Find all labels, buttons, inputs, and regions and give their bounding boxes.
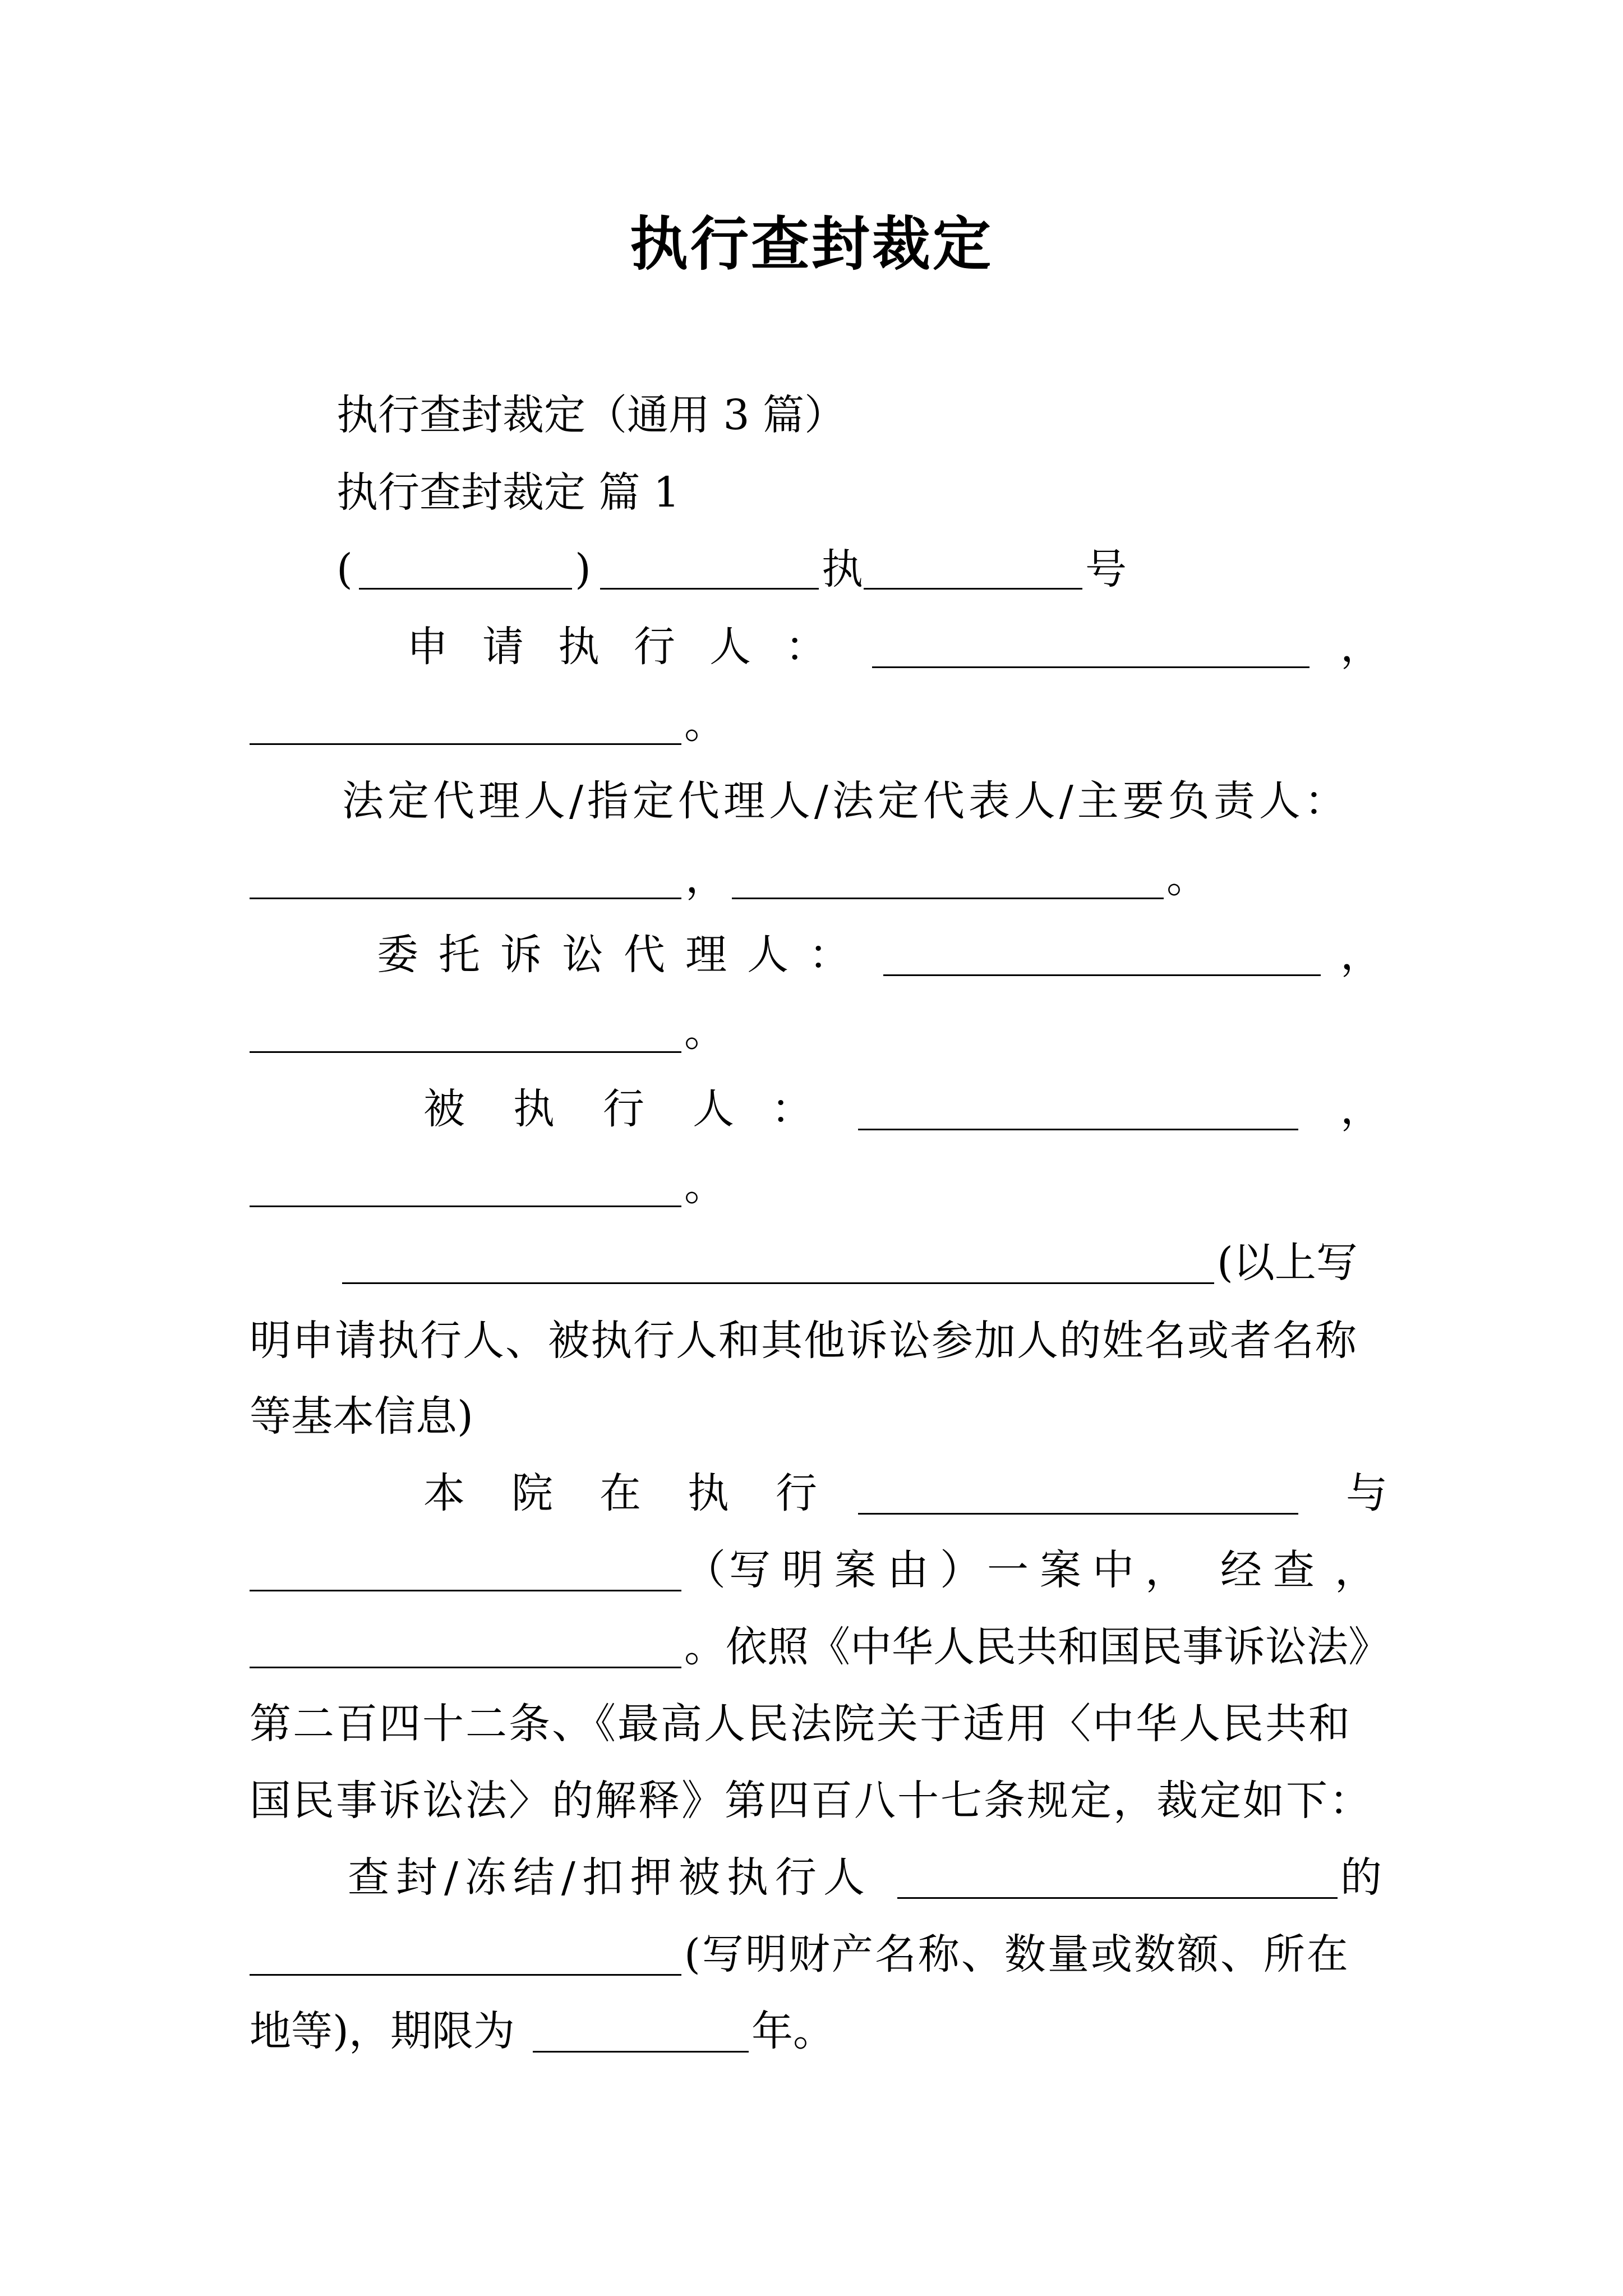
respondent-name-blank bbox=[858, 1129, 1298, 1130]
legal-rep-comma: ， bbox=[685, 854, 727, 902]
case-hao: 号 bbox=[1085, 545, 1127, 593]
respondent-period: 。 bbox=[684, 1162, 726, 1210]
parties-blank bbox=[342, 1282, 1214, 1284]
agent-period: 。 bbox=[684, 1007, 726, 1056]
applicant-label-1: 请 bbox=[482, 623, 524, 671]
agent-comma: ， bbox=[1340, 931, 1382, 979]
document-title: 执行查封裁定 bbox=[629, 209, 993, 278]
respondent-label-0: 被 bbox=[423, 1085, 465, 1133]
agent-label-3: 讼 bbox=[562, 931, 603, 979]
body-line2-char-7: 案 bbox=[1040, 1546, 1081, 1594]
body-party-a-blank bbox=[858, 1513, 1298, 1515]
applicant-label-3: 行 bbox=[634, 623, 675, 671]
info-note-line3: 等基本信息) bbox=[250, 1392, 473, 1441]
applicant-label-0: 申 bbox=[407, 623, 448, 671]
applicant-label-5: ： bbox=[785, 623, 827, 671]
agent-label-2: 诉 bbox=[500, 931, 542, 979]
ruling-line2-tail: (写明财产名称、数量或数额、所在 bbox=[684, 1930, 1350, 1978]
respondent-label-1: 执 bbox=[513, 1085, 555, 1133]
body-line2-char-0: （ bbox=[684, 1546, 726, 1594]
ruling-line1-head: 查封/冻结/扣押被执行人 bbox=[348, 1853, 872, 1902]
applicant-name-blank bbox=[872, 666, 1310, 668]
body-line2-char-11: 查 bbox=[1273, 1546, 1315, 1594]
agent-label-1: 托 bbox=[439, 931, 480, 979]
body-party-b-blank bbox=[250, 1590, 681, 1591]
info-note-line1: (以上写 bbox=[1217, 1239, 1358, 1287]
applicant-period: 。 bbox=[684, 700, 726, 748]
agent-name-blank bbox=[883, 974, 1321, 976]
case-zhi: 执 bbox=[822, 545, 863, 593]
body-line5: 国民事诉讼法〉的解释》第四百八十七条规定，裁定如下： bbox=[250, 1777, 1372, 1825]
ruling-respondent-blank bbox=[897, 1897, 1338, 1899]
case-year-blank bbox=[359, 588, 572, 590]
agent-label-4: 代 bbox=[624, 931, 665, 979]
body-line1-char-3: 执 bbox=[688, 1469, 729, 1517]
section-heading: 执行查封裁定 篇 1 bbox=[336, 468, 680, 517]
body-line1-char-4: 行 bbox=[776, 1469, 817, 1517]
body-line2-char-4: 由 bbox=[887, 1546, 929, 1594]
case-close-paren: ) bbox=[575, 545, 591, 593]
legal-rep-label: 法定代理人/指定代理人/法定代表人/主要负责人： bbox=[342, 777, 1350, 825]
legal-rep-info-blank bbox=[732, 898, 1164, 899]
agent-label-7: ： bbox=[809, 931, 850, 979]
body-line2-char-9: ， bbox=[1145, 1546, 1187, 1594]
agent-info-blank bbox=[250, 1051, 681, 1053]
body-line2-char-10: 经 bbox=[1220, 1546, 1262, 1594]
agent-label-5: 理 bbox=[685, 931, 727, 979]
body-facts-blank bbox=[250, 1667, 681, 1668]
case-number-blank bbox=[864, 588, 1082, 590]
body-line3-tail: 。依照《中华人民共和国民事诉讼法》 bbox=[684, 1623, 1390, 1671]
ruling-line1-tail: 的 bbox=[1340, 1853, 1382, 1902]
body-line1-char-2: 在 bbox=[600, 1469, 641, 1517]
applicant-comma: ， bbox=[1340, 623, 1382, 671]
body-line2-char-8: 中 bbox=[1092, 1546, 1134, 1594]
agent-label-6: 人 bbox=[747, 931, 789, 979]
respondent-label-3: 人 bbox=[693, 1085, 734, 1133]
body-line2-char-12: ， bbox=[1335, 1546, 1376, 1594]
respondent-comma: ， bbox=[1340, 1085, 1382, 1133]
body-line2-char-6: 一 bbox=[987, 1546, 1029, 1594]
info-note-line2: 明申请执行人、被执行人和其他诉讼参加人的姓名或者名称 bbox=[250, 1317, 1358, 1365]
respondent-label-2: 行 bbox=[603, 1085, 644, 1133]
case-open-paren: ( bbox=[336, 545, 353, 593]
applicant-label-4: 人 bbox=[709, 623, 751, 671]
applicant-info-blank bbox=[250, 743, 681, 745]
body-line1-char-1: 院 bbox=[511, 1469, 553, 1517]
agent-label-0: 委 bbox=[377, 931, 418, 979]
body-line4: 第二百四十二条、《最高人民法院关于适用〈中华人民共和 bbox=[250, 1700, 1352, 1748]
legal-rep-name-blank bbox=[250, 898, 681, 899]
body-line2-char-3: 案 bbox=[834, 1546, 876, 1594]
ruling-property-blank bbox=[250, 1974, 681, 1976]
body-line1-char-0: 本 bbox=[423, 1469, 465, 1517]
applicant-label-2: 执 bbox=[558, 623, 600, 671]
subtitle: 执行查封裁定（通用 3 篇） bbox=[336, 391, 846, 439]
ruling-line3-head: 地等)，期限为 bbox=[250, 2007, 515, 2055]
body-line2-char-5: ） bbox=[940, 1546, 981, 1594]
respondent-info-blank bbox=[250, 1205, 681, 1207]
respondent-label-4: ： bbox=[771, 1085, 813, 1133]
body-line2-char-1: 写 bbox=[729, 1546, 771, 1594]
body-line2-char-2: 明 bbox=[782, 1546, 823, 1594]
legal-rep-period: 。 bbox=[1166, 854, 1208, 902]
ruling-period-blank bbox=[533, 2051, 749, 2053]
case-court-blank bbox=[600, 588, 819, 590]
body-line1-tail: 与 bbox=[1346, 1469, 1387, 1517]
ruling-line3-tail: 年。 bbox=[751, 2007, 834, 2055]
